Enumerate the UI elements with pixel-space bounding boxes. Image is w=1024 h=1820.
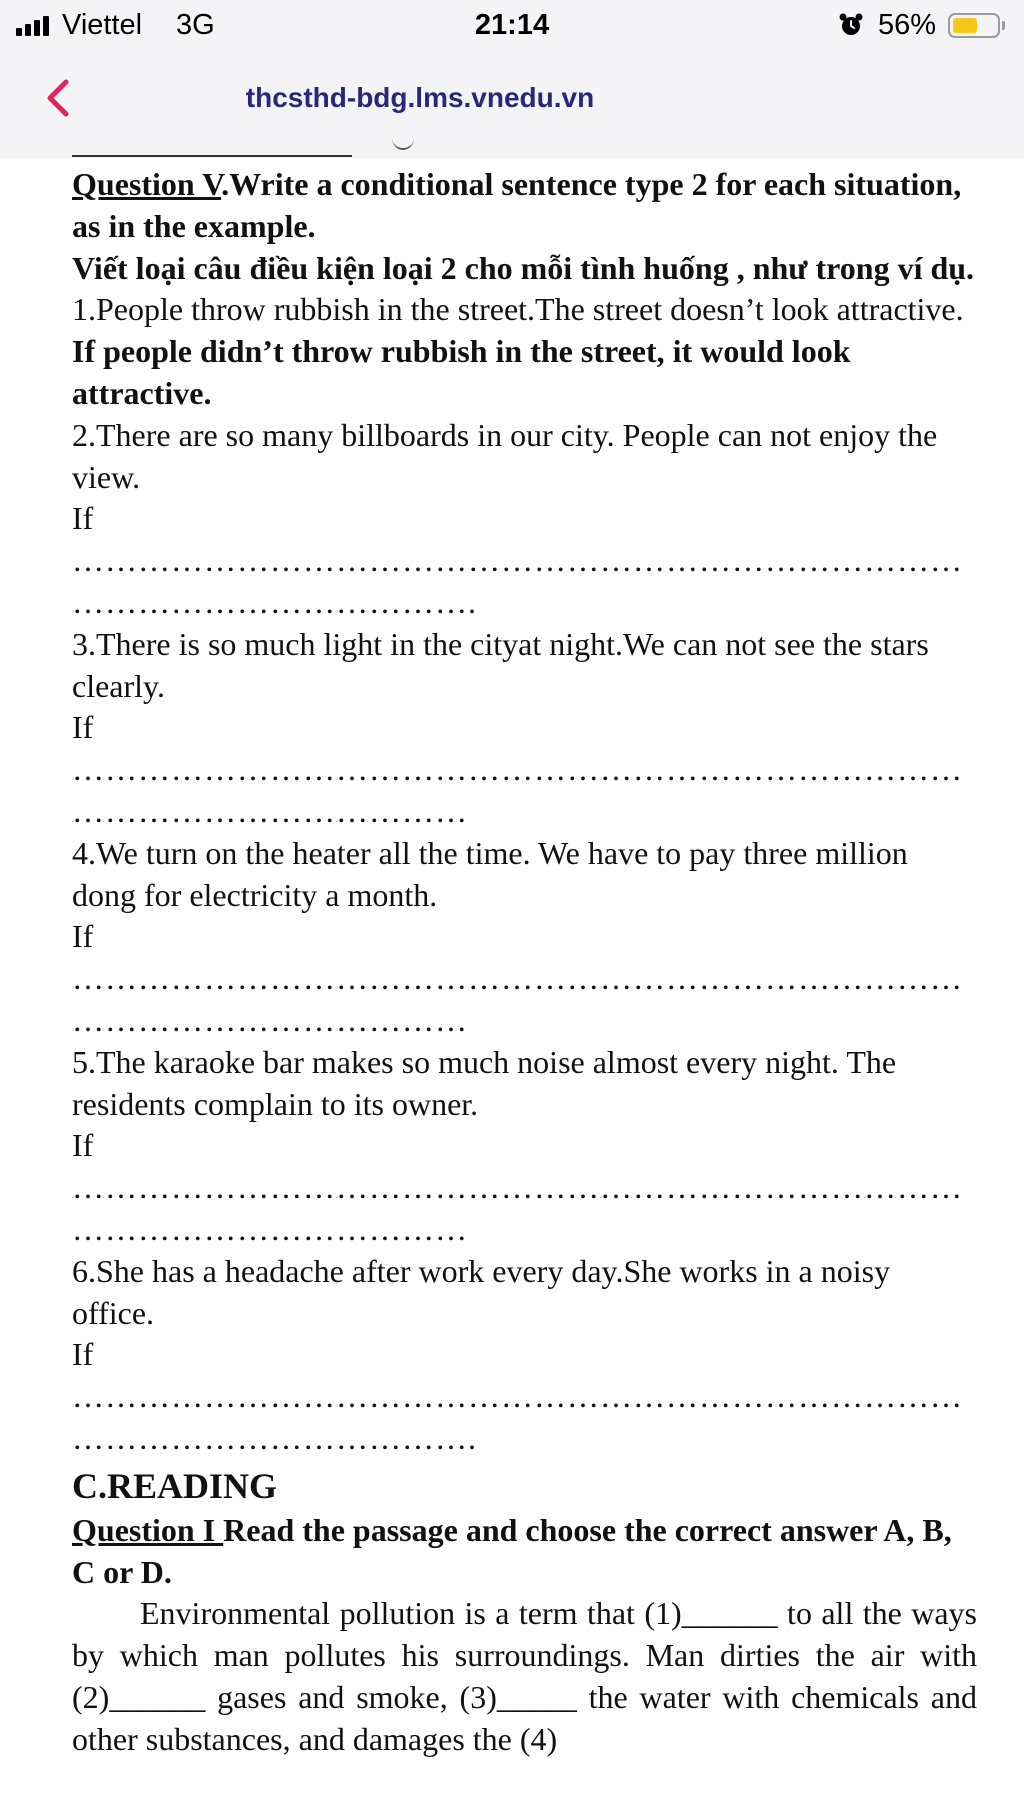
answer-line-continued: ………………………………. xyxy=(72,583,477,620)
answer-line: ……………………………………………………………………… xyxy=(72,1169,963,1206)
answer-line: ……………………………………………………………………… xyxy=(72,1378,963,1415)
answer-line: ……………………………………………………………………… xyxy=(72,751,963,788)
reading-question-1-instruction: Read the passage and choose the correct answer A, B, C or D. xyxy=(72,1511,952,1590)
battery-icon xyxy=(948,13,1000,38)
alarm-icon xyxy=(838,12,864,38)
carrier-name: Viettel xyxy=(62,9,143,41)
question-5-instruction: .Write a conditional sentence type 2 for each situation, as in the example. xyxy=(72,166,962,244)
question-5-title xyxy=(72,164,977,248)
exercise-prompt: 3.There is so much light in the cityat night.We can not see the stars clearly. xyxy=(72,625,929,704)
exercise-item-4 xyxy=(72,833,977,1042)
example-prompt: 1.People throw rubbish in the street.The street doesn’t look attractive. xyxy=(72,291,964,328)
question-5-label: Question V xyxy=(72,166,222,202)
battery-tip xyxy=(1002,21,1005,30)
battery-fill xyxy=(953,18,977,33)
exercise-item-6 xyxy=(72,1251,977,1460)
status-time: 21:14 xyxy=(474,9,550,41)
exercise-item-2 xyxy=(72,415,977,624)
question-5-instruction-vi: Viết loại câu điều kiện loại 2 cho mỗi tình huống , như trong ví dụ. xyxy=(72,249,975,286)
battery-percent: 56% xyxy=(878,9,937,41)
exercise-prompt: 6.She has a headache after work every day.She works in a noisy office. xyxy=(72,1252,891,1331)
exercise-item-3 xyxy=(72,624,977,833)
reading-passage: Environmental pollution is a term that (1)______ to all the ways by which man pollutes his surroundings. Man dirties the air with (2)______ gases and smoke, (3)_____ the water with chemicals and other substances, and damages the (4) xyxy=(72,1595,977,1757)
answer-line: ……………………………………………………………………… xyxy=(72,542,963,579)
network-type: 3G xyxy=(176,9,215,41)
if-label: If xyxy=(72,1127,94,1164)
reading-question-1-label: Question I xyxy=(72,1511,224,1548)
if-label: If xyxy=(72,500,94,537)
document-page xyxy=(72,164,977,1760)
answer-line-continued: ……………………………… xyxy=(72,792,468,829)
answer-line-continued: ………………………………. xyxy=(72,1419,477,1456)
exercise-prompt: 2.There are so many billboards in our city. People can not enjoy the view. xyxy=(72,416,938,495)
if-label: If xyxy=(72,1336,94,1373)
cut-off-glyph xyxy=(392,140,414,158)
exercise-item-5 xyxy=(72,1042,977,1251)
answer-line-continued: ……………………………… xyxy=(72,1001,468,1038)
reading-question-1-title xyxy=(72,1510,977,1594)
answer-line-continued: ……………………………… xyxy=(72,1210,468,1247)
exercise-prompt: 4.We turn on the heater all the time. We have to pay three million dong for electricity a month. xyxy=(72,834,908,913)
answer-line: ……………………………………………………………………… xyxy=(72,960,963,997)
if-label: If xyxy=(72,918,94,955)
cut-off-answer-line xyxy=(72,155,352,157)
status-bar xyxy=(0,0,1024,52)
exercise-prompt: 5.The karaoke bar makes so much noise almost every night. The residents complain to its owner. xyxy=(72,1043,897,1122)
reading-section-heading: C.READING xyxy=(72,1465,278,1506)
example-answer: If people didn’t throw rubbish in the street, it would look attractive. xyxy=(72,333,851,411)
url-display[interactable]: thcsthd-bdg.lms.vnedu.vn xyxy=(245,82,595,113)
if-label: If xyxy=(72,709,94,746)
